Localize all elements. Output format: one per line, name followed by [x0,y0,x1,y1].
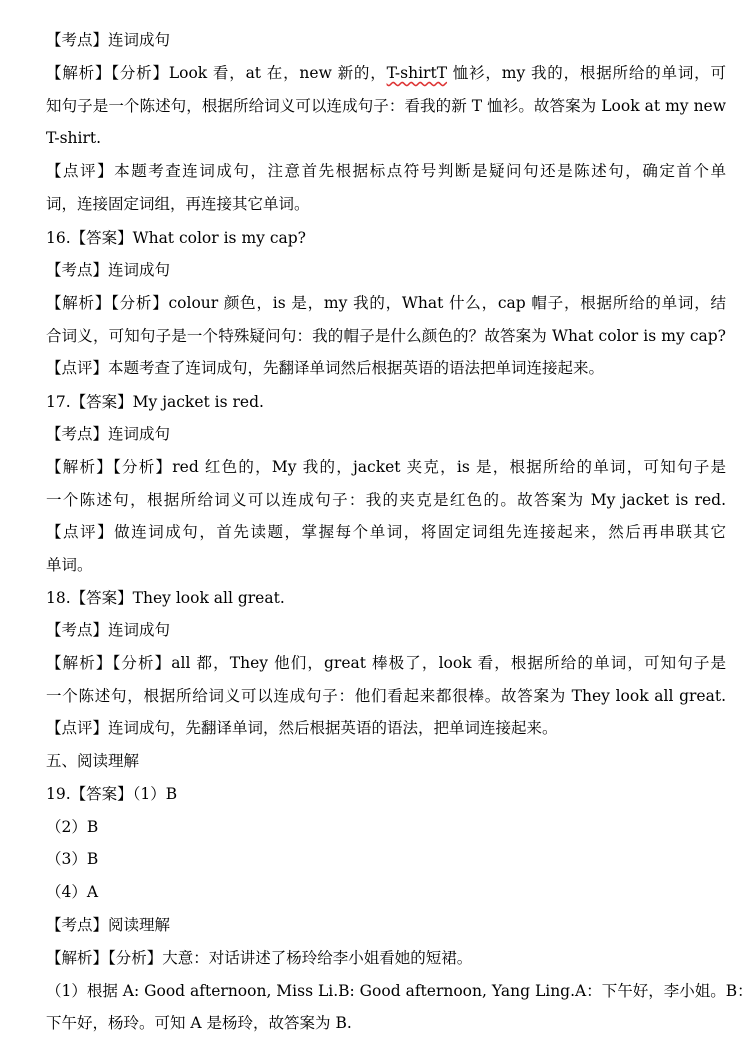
text-line: 单词。 [46,556,93,574]
text-line: 五、阅读理解 [46,752,140,770]
text-line: 【解析】【分析】Look 看，at 在，new 新的，T-shirtT 恤衫，my 我的，根据所给的单词，可 [46,64,726,82]
text-line: 17.【答案】My jacket is red. [46,393,264,411]
text-line: 【考点】连词成句 [46,425,171,443]
text-line: 一个陈述句，根据所给词义可以连成句子：他们看起来都很棒。故答案为 They look all great. [46,687,726,705]
text-line: 18.【答案】They look all great. [46,589,285,607]
text-line: 19.【答案】（1）B [46,785,178,803]
text-line: T-shirt. [46,129,102,147]
text-line: 【解析】【分析】all 都，They 他们，great 棒极了，look 看，根据所给的单词，可知句子是 [46,654,726,672]
text-line: 【解析】【分析】red 红色的，My 我的，jacket 夹克，is 是，根据所给的单词，可知句子是 [46,458,726,476]
text-line: 【点评】做连词成句，首先读题，掌握每个单词，将固定词组先连接起来，然后再串联其它 [46,523,726,541]
text-line: （4）A [46,883,99,901]
spellcheck-word: T-shirtT [386,64,448,82]
text-line: 【考点】连词成句 [46,621,171,639]
text-line: （2）B [46,818,99,836]
text-line: 【点评】本题考查了连词成句，先翻译单词然后根据英语的语法把单词连接起来。 [46,359,605,377]
text-line: （1）根据 A: Good afternoon, Miss Li.B: Good afternoon, Yang Ling.A：下午好，李小姐。B： [46,982,753,1000]
text-line: 词，连接固定词组，再连接其它单词。 [46,195,310,213]
text-line: 【考点】连词成句 [46,31,171,49]
text-line: 【解析】【分析】大意：对话讲述了杨玲给李小姐看她的短裙。 [46,949,473,967]
text-line: 合词义，可知句子是一个特殊疑问句：我的帽子是什么颜色的？故答案为 What color is my cap? [46,327,726,345]
text-line: 【考点】连词成句 [46,261,171,279]
text-line: 【考点】阅读理解 [46,916,171,934]
text-line: 【点评】连词成句，先翻译单词，然后根据英语的语法，把单词连接起来。 [46,719,558,737]
text-line: 一个陈述句，根据所给词义可以连成句子：我的夹克是红色的。故答案为 My jacket is red. [46,491,726,509]
text-line: （3）B [46,850,99,868]
text-line: 【点评】本题考查连词成句，注意首先根据标点符号判断是疑问句还是陈述句，确定首个单 [46,162,726,180]
text-line: 知句子是一个陈述句，根据所给词义可以连成句子：看我的新 T 恤衫。故答案为 Look at my new [46,97,726,115]
text-line: 16.【答案】What color is my cap? [46,229,306,247]
text-line: 【解析】【分析】colour 颜色，is 是，my 我的，What 什么，cap 帽子，根据所给的单词，结 [46,294,726,312]
text-line: 下午好，杨玲。可知 A 是杨玲，故答案为 B. [46,1014,352,1032]
